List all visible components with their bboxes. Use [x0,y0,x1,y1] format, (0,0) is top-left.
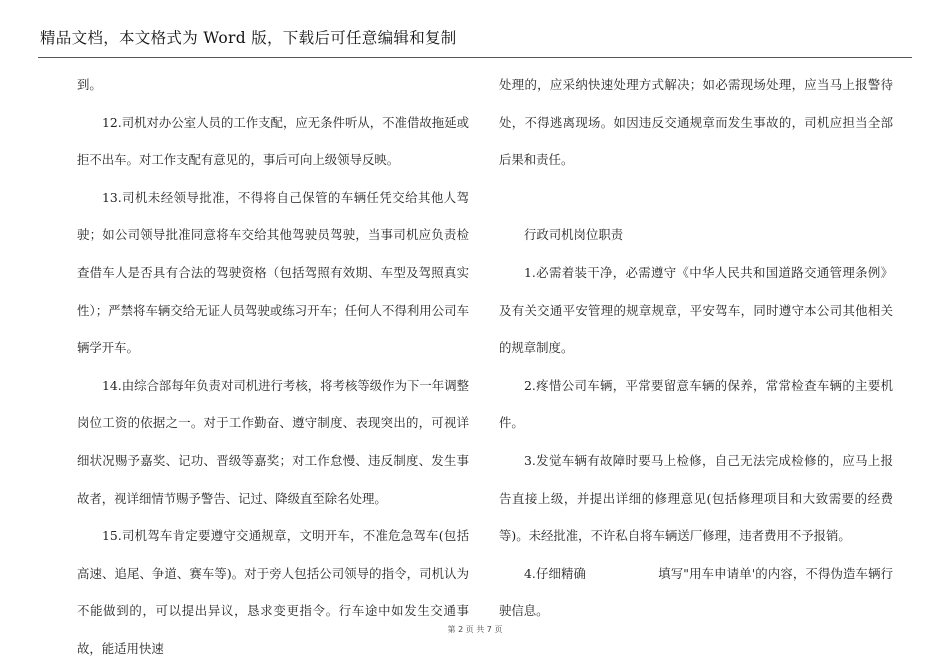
right-column [499,66,893,630]
duty-item-4-rest: 填写"用车申请单'的内容，不得伪造车辆行驶信息。 [499,565,893,619]
paragraph-rule-15-continuation: 处理的，应采纳快速处理方式解决；如必需现场处理，应当马上报警待处，不得逃离现场。如因违反交通规章而发生事故的，司机应担当全部后果和责任。 [499,77,893,168]
paragraph-rule-13: 13.司机未经领导批准，不得将自己保管的车辆任凭交给其他人驾驶；如公司领导批准同意将车交给其他驾驶员驾驶，当事司机应负责检查借车人是否具有合法的驾驶资格（包括驾照有效期、车型及驾照真实性）；严禁将车辆交给无证人员驾驶或练习开车；任何人不得利用公司车辆学开车。 [77,189,469,356]
duty-item-4-lead: 4.仔细精确 [524,565,587,581]
duty-item-1: 1.必需着装干净，必需遵守《中华人民共和国道路交通管理条例》及有关交通平安管理的规章规章，平安驾车，同时遵守本公司其他相关的规章制度。 [499,264,893,356]
duty-item-4 [499,555,893,630]
paragraph-continuation: 到。 [77,77,102,92]
paragraph-rule-14: 14.由综合部每年负责对司机进行考核，将考核等级作为下一年调整岗位工资的依据之一。对于工作勤奋、遵守制度、表现突出的，可视详细状况赐予嘉奖、记功、晋级等嘉奖；对工作怠慢、违反制度、发生事故者，视详细情节赐予警告、记过、降级直至除名处理。 [77,377,469,506]
paragraph-rule-12: 12.司机对办公室人员的工作支配，应无条件听从，不准借故拖延或拒不出车。对工作支配有意见的，事后可向上级领导反映。 [77,114,469,168]
duty-item-2: 2.疼惜公司车辆，平常要留意车辆的保养，常常检查车辆的主要机件。 [499,377,893,431]
duty-item-3: 3.发觉车辆有故障时要马上检修，自己无法完成检修的，应马上报告直接上级，并提出详细的修理意见(包括修理项目和大致需要的经费等)。未经批准，不许私自将车辆送厂修理，违者费用不予报销。 [499,452,893,544]
left-column [77,66,469,668]
document-header-title: 精品文档，本文格式为 Word 版，下载后可任意编辑和复制 [40,29,457,47]
section-title: 行政司机岗位职责 [524,227,624,243]
paragraph-rule-15: 15.司机驾车肯定要遵守交通规章，文明开车，不准危急驾车(包括高速、追尾、争道、赛车等)。对于旁人包括公司领导的指令，司机认为不能做到的，可以提出异议，恳求变更指令。行车途中如发生交通事故，能适用快速 [77,528,469,656]
page-number: 第 2 页 共 7 页 [447,625,503,634]
header-divider [38,57,912,58]
blank-line [499,179,893,217]
